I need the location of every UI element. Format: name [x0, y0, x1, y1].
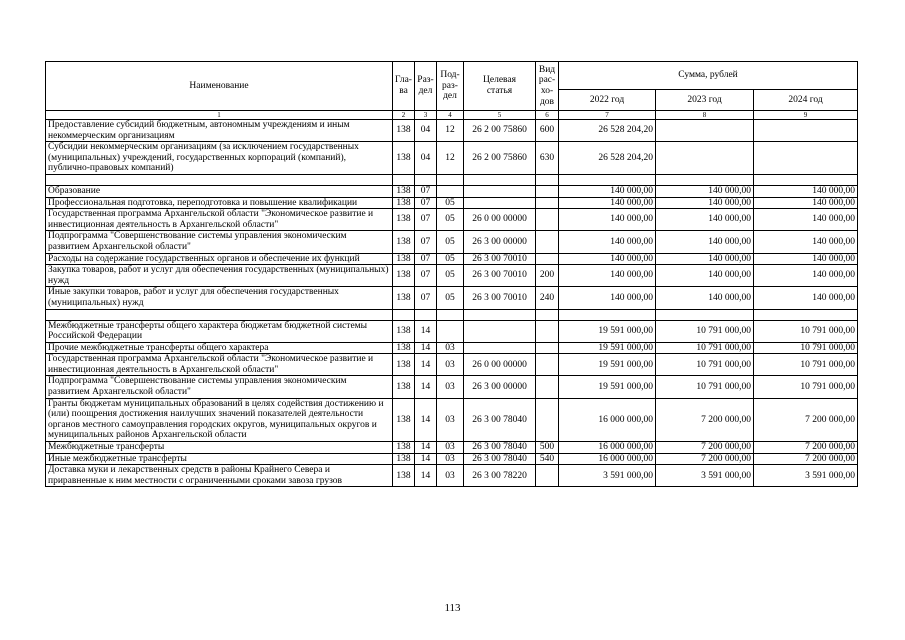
row-vid: 540	[536, 453, 559, 465]
table-row	[46, 197, 858, 209]
row-sum-2022: 140 000,00	[559, 265, 656, 287]
row-name: Государственная программа Архангельской области "Экономическое развитие и инвестиционная деятельность в Архангельской области"	[46, 209, 393, 231]
row-target	[464, 320, 536, 342]
row-sum-2023: 10 791 000,00	[656, 354, 754, 376]
row-target: 26 3 00 70010	[464, 253, 536, 265]
table-row	[46, 398, 858, 441]
row-razdel: 14	[415, 453, 437, 465]
row-target: 26 3 00 78220	[464, 465, 536, 487]
row-podrazdel: 03	[437, 453, 464, 465]
row-sum-2024	[754, 142, 858, 175]
row-sum-2024	[754, 120, 858, 142]
row-podrazdel	[437, 320, 464, 342]
row-sum-2022: 140 000,00	[559, 185, 656, 197]
row-sum-2024: 7 200 000,00	[754, 442, 858, 454]
row-sum-2024: 140 000,00	[754, 253, 858, 265]
row-sum-2022: 140 000,00	[559, 209, 656, 231]
row-sum-2023: 140 000,00	[656, 253, 754, 265]
table-row	[46, 185, 858, 197]
row-sum-2024: 10 791 000,00	[754, 376, 858, 398]
row-sum-2024: 10 791 000,00	[754, 342, 858, 354]
row-sum-2023: 140 000,00	[656, 197, 754, 209]
header-year-2023: 2023 год	[656, 90, 754, 111]
row-vid: 240	[536, 287, 559, 309]
row-sum-2024: 140 000,00	[754, 185, 858, 197]
row-sum-2023: 140 000,00	[656, 231, 754, 253]
row-sum-2022: 3 591 000,00	[559, 465, 656, 487]
row-target: 26 3 00 70010	[464, 265, 536, 287]
row-glava: 138	[393, 354, 415, 376]
column-number: 9	[754, 111, 858, 120]
row-sum-2024: 3 591 000,00	[754, 465, 858, 487]
row-sum-2022: 19 591 000,00	[559, 354, 656, 376]
row-sum-2024: 10 791 000,00	[754, 320, 858, 342]
table-row	[46, 231, 858, 253]
row-sum-2022: 140 000,00	[559, 287, 656, 309]
column-number: 2	[393, 111, 415, 120]
row-razdel: 14	[415, 342, 437, 354]
empty-cell	[656, 174, 754, 185]
row-vid: 200	[536, 265, 559, 287]
row-razdel: 07	[415, 231, 437, 253]
row-podrazdel: 05	[437, 209, 464, 231]
row-vid	[536, 465, 559, 487]
row-glava: 138	[393, 142, 415, 175]
page-number: 113	[444, 602, 461, 614]
row-sum-2022: 140 000,00	[559, 253, 656, 265]
row-sum-2023: 3 591 000,00	[656, 465, 754, 487]
row-glava: 138	[393, 185, 415, 197]
row-podrazdel: 03	[437, 376, 464, 398]
row-name: Иные межбюджетные трансферты	[46, 453, 393, 465]
row-sum-2022: 19 591 000,00	[559, 342, 656, 354]
row-podrazdel: 03	[437, 398, 464, 441]
row-vid	[536, 231, 559, 253]
row-vid	[536, 376, 559, 398]
row-podrazdel: 03	[437, 465, 464, 487]
empty-cell	[754, 174, 858, 185]
column-number: 6	[536, 111, 559, 120]
row-razdel: 04	[415, 142, 437, 175]
row-sum-2024: 140 000,00	[754, 265, 858, 287]
row-glava: 138	[393, 197, 415, 209]
row-glava: 138	[393, 342, 415, 354]
empty-cell	[464, 309, 536, 320]
empty-cell	[559, 174, 656, 185]
row-target: 26 3 00 78040	[464, 453, 536, 465]
row-name: Подпрограмма "Совершенствование системы управления экономическим развитием Архангельской области"	[46, 376, 393, 398]
empty-cell	[754, 309, 858, 320]
empty-cell	[656, 309, 754, 320]
row-target: 26 3 00 00000	[464, 231, 536, 253]
row-name: Доставка муки и лекарственных средств в районы Крайнего Севера и приравненные к ним местности с ограниченными сроками завоза грузов	[46, 465, 393, 487]
column-number: 7	[559, 111, 656, 120]
empty-cell	[415, 174, 437, 185]
row-vid: 600	[536, 120, 559, 142]
row-podrazdel: 05	[437, 197, 464, 209]
row-podrazdel	[437, 185, 464, 197]
row-sum-2022: 19 591 000,00	[559, 376, 656, 398]
column-number: 4	[437, 111, 464, 120]
row-razdel: 04	[415, 120, 437, 142]
row-glava: 138	[393, 320, 415, 342]
column-number-row	[46, 111, 858, 120]
row-razdel: 14	[415, 442, 437, 454]
row-name: Закупка товаров, работ и услуг для обеспечения государственных (муниципальных) нужд	[46, 265, 393, 287]
row-name: Государственная программа Архангельской области "Экономическое развитие и инвестиционная деятельность в Архангельской области"	[46, 354, 393, 376]
row-sum-2022: 140 000,00	[559, 197, 656, 209]
row-podrazdel: 03	[437, 342, 464, 354]
table-row	[46, 442, 858, 454]
empty-cell	[415, 309, 437, 320]
empty-cell	[437, 309, 464, 320]
row-sum-2023: 140 000,00	[656, 265, 754, 287]
row-sum-2023: 7 200 000,00	[656, 442, 754, 454]
row-target	[464, 342, 536, 354]
table-row	[46, 320, 858, 342]
row-sum-2023	[656, 142, 754, 175]
row-razdel: 14	[415, 398, 437, 441]
row-sum-2022: 140 000,00	[559, 231, 656, 253]
empty-cell	[464, 174, 536, 185]
header-razdel: Раз- дел	[415, 62, 437, 111]
row-razdel: 07	[415, 185, 437, 197]
row-sum-2022: 19 591 000,00	[559, 320, 656, 342]
row-podrazdel: 05	[437, 265, 464, 287]
row-name: Иные закупки товаров, работ и услуг для обеспечения государственных (муниципальных) нужд	[46, 287, 393, 309]
row-vid: 500	[536, 442, 559, 454]
row-name: Межбюджетные трансферты общего характера бюджетам бюджетной системы Российской Федерации	[46, 320, 393, 342]
row-vid	[536, 342, 559, 354]
row-glava: 138	[393, 209, 415, 231]
empty-cell	[393, 309, 415, 320]
empty-cell	[46, 174, 393, 185]
table-row	[46, 120, 858, 142]
row-razdel: 07	[415, 197, 437, 209]
row-vid	[536, 209, 559, 231]
row-sum-2022: 26 528 204,20	[559, 142, 656, 175]
row-sum-2023	[656, 120, 754, 142]
row-target: 26 0 00 00000	[464, 209, 536, 231]
row-podrazdel: 05	[437, 231, 464, 253]
empty-cell	[46, 309, 393, 320]
row-name: Образование	[46, 185, 393, 197]
row-razdel: 14	[415, 320, 437, 342]
row-glava: 138	[393, 398, 415, 441]
row-target: 26 3 00 70010	[464, 287, 536, 309]
row-sum-2023: 7 200 000,00	[656, 398, 754, 441]
row-name: Профессиональная подготовка, переподготовка и повышение квалификации	[46, 197, 393, 209]
row-glava: 138	[393, 265, 415, 287]
column-number: 5	[464, 111, 536, 120]
row-podrazdel: 05	[437, 253, 464, 265]
row-sum-2023: 10 791 000,00	[656, 320, 754, 342]
row-podrazdel: 12	[437, 120, 464, 142]
header-vid: Вид рас- хо- дов	[536, 62, 559, 111]
row-sum-2024: 140 000,00	[754, 197, 858, 209]
row-razdel: 07	[415, 209, 437, 231]
row-sum-2022: 16 000 000,00	[559, 442, 656, 454]
row-target: 26 2 00 75860	[464, 120, 536, 142]
row-vid	[536, 398, 559, 441]
row-glava: 138	[393, 442, 415, 454]
row-target: 26 0 00 00000	[464, 354, 536, 376]
header-year-2022: 2022 год	[559, 90, 656, 111]
row-name: Субсидии некоммерческим организациям (за исключением государственных (муниципальных) учреждений, государственных корпораций (компаний), публично-правовых компаний)	[46, 142, 393, 175]
column-number: 8	[656, 111, 754, 120]
spacer-row	[46, 309, 858, 320]
empty-cell	[393, 174, 415, 185]
header-target: Целевая статья	[464, 62, 536, 111]
row-sum-2024: 140 000,00	[754, 287, 858, 309]
row-sum-2023: 140 000,00	[656, 185, 754, 197]
row-sum-2023: 140 000,00	[656, 209, 754, 231]
row-vid	[536, 354, 559, 376]
row-razdel: 14	[415, 465, 437, 487]
row-vid	[536, 320, 559, 342]
empty-cell	[536, 309, 559, 320]
table-row	[46, 265, 858, 287]
column-number: 3	[415, 111, 437, 120]
row-target: 26 3 00 78040	[464, 398, 536, 441]
row-sum-2023: 7 200 000,00	[656, 453, 754, 465]
row-glava: 138	[393, 287, 415, 309]
empty-cell	[437, 174, 464, 185]
row-sum-2024: 10 791 000,00	[754, 354, 858, 376]
table-row	[46, 253, 858, 265]
row-podrazdel: 12	[437, 142, 464, 175]
table-row	[46, 209, 858, 231]
table-row	[46, 142, 858, 175]
header-glava: Гла- ва	[393, 62, 415, 111]
row-razdel: 14	[415, 354, 437, 376]
row-target	[464, 185, 536, 197]
row-name: Предоставление субсидий бюджетным, автономным учреждениям и иным некоммерческим организациям	[46, 120, 393, 142]
row-target	[464, 197, 536, 209]
row-sum-2022: 16 000 000,00	[559, 398, 656, 441]
row-vid	[536, 253, 559, 265]
row-vid: 630	[536, 142, 559, 175]
row-glava: 138	[393, 120, 415, 142]
row-name: Подпрограмма "Совершенствование системы управления экономическим развитием Архангельской области"	[46, 231, 393, 253]
row-glava: 138	[393, 253, 415, 265]
table-row	[46, 287, 858, 309]
row-vid	[536, 197, 559, 209]
row-name: Гранты бюджетам муниципальных образований в целях содействия достижению и (или) поощрения достижения наилучших значений показателей деятельности органов местного самоуправления городских округов, муниципальных округов и муниципальных районов Архангельской области	[46, 398, 393, 441]
header-podrazdel: Под- раз- дел	[437, 62, 464, 111]
column-number: 1	[46, 111, 393, 120]
row-sum-2024: 7 200 000,00	[754, 453, 858, 465]
row-sum-2023: 10 791 000,00	[656, 342, 754, 354]
header-name: Наименование	[46, 62, 393, 111]
table-row	[46, 342, 858, 354]
table-body	[46, 120, 858, 487]
row-razdel: 07	[415, 265, 437, 287]
table-row	[46, 465, 858, 487]
budget-table	[45, 61, 858, 487]
row-glava: 138	[393, 231, 415, 253]
row-podrazdel: 03	[437, 442, 464, 454]
row-target: 26 3 00 78040	[464, 442, 536, 454]
row-sum-2024: 140 000,00	[754, 209, 858, 231]
row-razdel: 07	[415, 287, 437, 309]
empty-cell	[559, 309, 656, 320]
row-razdel: 07	[415, 253, 437, 265]
table-row	[46, 376, 858, 398]
header-sum: Сумма, рублей	[559, 62, 858, 90]
table-row	[46, 453, 858, 465]
row-target: 26 3 00 00000	[464, 376, 536, 398]
row-sum-2022: 16 000 000,00	[559, 453, 656, 465]
row-sum-2023: 140 000,00	[656, 287, 754, 309]
row-sum-2022: 26 528 204,20	[559, 120, 656, 142]
row-glava: 138	[393, 453, 415, 465]
row-vid	[536, 185, 559, 197]
row-name: Расходы на содержание государственных органов и обеспечение их функций	[46, 253, 393, 265]
row-sum-2023: 10 791 000,00	[656, 376, 754, 398]
row-podrazdel: 05	[437, 287, 464, 309]
header-year-2024: 2024 год	[754, 90, 858, 111]
row-target: 26 2 00 75860	[464, 142, 536, 175]
row-name: Межбюджетные трансферты	[46, 442, 393, 454]
table-row	[46, 354, 858, 376]
row-sum-2024: 140 000,00	[754, 231, 858, 253]
spacer-row	[46, 174, 858, 185]
empty-cell	[536, 174, 559, 185]
row-razdel: 14	[415, 376, 437, 398]
row-podrazdel: 03	[437, 354, 464, 376]
row-glava: 138	[393, 465, 415, 487]
row-sum-2024: 7 200 000,00	[754, 398, 858, 441]
row-name: Прочие межбюджетные трансферты общего характера	[46, 342, 393, 354]
row-glava: 138	[393, 376, 415, 398]
